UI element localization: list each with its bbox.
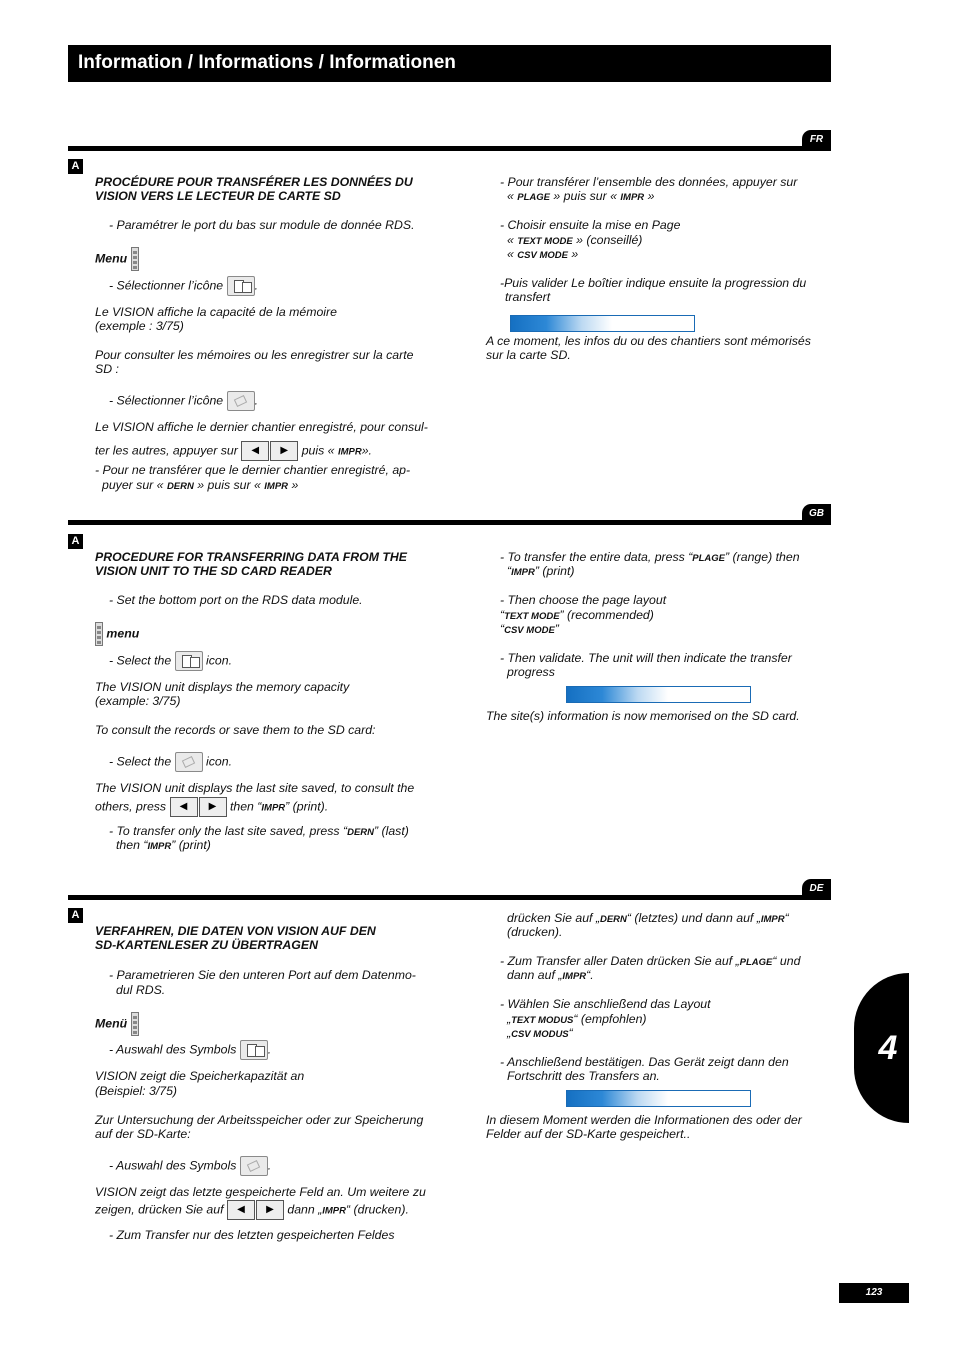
section-label-de: A xyxy=(68,908,83,923)
de-line: zeigen, drücken Sie auf ◀ ▶ dann „IMPR“ (drucken). xyxy=(95,1200,409,1220)
arrow-buttons xyxy=(170,797,227,817)
de-line: drücken Sie auf „DERN“ (letztes) und dann auf „IMPR“ xyxy=(507,911,789,925)
fr-line: - Paramétrer le port du bas sur module de donnée RDS. xyxy=(109,218,415,232)
de-line: (Beispiel: 3/75) xyxy=(95,1084,178,1098)
fr-line: A ce moment, les infos du ou des chantiers sont mémorisés xyxy=(486,334,811,348)
fr-line: sur la carte SD. xyxy=(486,348,571,362)
de-line: „CSV MODUS“ xyxy=(507,1026,573,1040)
fr-line: puyer sur « DERN » puis sur « IMPR » xyxy=(102,478,299,492)
fr-line: Le VISION affiche la capacité de la mémoire xyxy=(95,305,337,319)
menu-icon xyxy=(95,622,103,646)
progress-fill xyxy=(567,1091,668,1106)
progress-fill xyxy=(511,316,612,331)
arrow-left-icon: ◀ xyxy=(227,1200,255,1220)
de-line: dann auf „IMPR“. xyxy=(507,968,594,982)
gb-line: “CSV MODE” xyxy=(500,622,559,636)
gb-line: - To transfer only the last site saved, press “DERN” (last) xyxy=(109,824,409,838)
sd-card-icon xyxy=(227,391,255,411)
de-heading-2: SD-KARTENLESER ZU ÜBERTRAGEN xyxy=(95,938,318,952)
progress-bar xyxy=(566,1090,751,1107)
arrow-right-icon: ▶ xyxy=(256,1200,284,1220)
de-line: (drucken). xyxy=(507,925,563,939)
de-line: - Zum Transfer nur des letzten gespeicherten Feldes xyxy=(109,1228,395,1242)
fr-menu-label: Menu xyxy=(95,247,139,271)
progress-fill xyxy=(567,687,668,702)
fr-line: transfert xyxy=(505,290,551,304)
gb-line: (example: 3/75) xyxy=(95,694,181,708)
fr-line: Le VISION affiche le dernier chantier enregistré, pour consul- xyxy=(95,420,428,434)
gb-line: The VISION unit displays the last site saved, to consult the xyxy=(95,781,415,795)
fr-line: ter les autres, appuyer sur ◀ ▶ puis « IMPR». xyxy=(95,441,372,461)
de-menu-label: Menü xyxy=(95,1012,139,1036)
fr-line: - Sélectionner l’icône . xyxy=(109,391,258,411)
gb-line: The VISION unit displays the memory capacity xyxy=(95,680,350,694)
section-rule-fr xyxy=(68,146,831,151)
gb-line: progress xyxy=(507,665,555,679)
fr-line: - Sélectionner l’icône . xyxy=(109,276,258,296)
lang-badge-de: DE xyxy=(802,879,831,899)
section-label-fr: A xyxy=(68,159,83,174)
de-line: VISION zeigt das letzte gespeicherte Feld an. Um weitere zu xyxy=(95,1185,426,1199)
progress-bar xyxy=(510,315,695,332)
sd-card-icon xyxy=(240,1156,268,1176)
lang-badge-fr: FR xyxy=(802,130,831,150)
gb-heading-2: VISION UNIT TO THE SD CARD READER xyxy=(95,564,332,578)
arrow-right-icon: ▶ xyxy=(199,797,227,817)
header-bar xyxy=(68,45,831,82)
gb-menu-label: menu xyxy=(95,622,139,646)
fr-line: « CSV MODE » xyxy=(507,247,579,261)
transfer-icon xyxy=(227,276,255,296)
gb-line: - Select the icon. xyxy=(109,752,232,772)
gb-line: - Then validate. The unit will then indicate the transfer xyxy=(500,651,792,665)
page-title: Information / Informations / Informationen xyxy=(78,52,456,73)
gb-line: - Then choose the page layout xyxy=(500,593,667,607)
gb-line: The site(s) information is now memorised on the SD card. xyxy=(486,709,800,723)
fr-line: - Pour ne transférer que le dernier chantier enregistré, ap- xyxy=(95,463,411,477)
de-line: „TEXT MODUS“ (empfohlen) xyxy=(507,1012,647,1026)
gb-line: then “IMPR” (print) xyxy=(116,838,211,852)
fr-line: -Puis valider Le boîtier indique ensuite la progression du xyxy=(500,276,807,290)
sd-card-icon xyxy=(175,752,203,772)
menu-icon xyxy=(131,1012,139,1036)
transfer-icon xyxy=(175,651,203,671)
section-rule-gb xyxy=(68,520,831,525)
fr-line: - Choisir ensuite la mise en Page xyxy=(500,218,681,232)
fr-line: « TEXT MODE » (conseillé) xyxy=(507,233,643,247)
fr-line: SD : xyxy=(95,362,119,376)
section-rule-de xyxy=(68,895,831,900)
fr-line: - Pour transférer l’ensemble des données, appuyer sur xyxy=(500,175,798,189)
section-label-gb: A xyxy=(68,534,83,549)
lang-badge-gb: GB xyxy=(802,504,831,524)
de-line: - Zum Transfer aller Daten drücken Sie auf „PLAGE“ und xyxy=(500,954,801,968)
gb-line: “IMPR” (print) xyxy=(507,564,575,578)
gb-line: others, press ◀ ▶ then “IMPR” (print). xyxy=(95,797,328,817)
gb-line: “TEXT MODE” (recommended) xyxy=(500,608,654,622)
de-line: VISION zeigt die Speicherkapazität an xyxy=(95,1069,305,1083)
progress-bar xyxy=(566,686,751,703)
fr-line: Pour consulter les mémoires ou les enregistrer sur la carte xyxy=(95,348,414,362)
menu-icon xyxy=(131,247,139,271)
gb-heading-1: PROCEDURE FOR TRANSFERRING DATA FROM THE xyxy=(95,550,407,564)
de-line: auf der SD-Karte: xyxy=(95,1127,191,1141)
page-number: 123 xyxy=(839,1283,909,1303)
gb-line: - To transfer the entire data, press “PLAGE” (range) then xyxy=(500,550,800,564)
fr-line: (exemple : 3/75) xyxy=(95,319,184,333)
de-line: - Auswahl des Symbols . xyxy=(109,1156,271,1176)
de-line: Felder auf der SD-Karte gespeichert.. xyxy=(486,1127,691,1141)
chapter-tab xyxy=(854,973,909,1123)
de-line: Zur Untersuchung der Arbeitsspeicher oder zur Speicherung xyxy=(95,1113,424,1127)
arrow-buttons xyxy=(227,1200,284,1220)
de-heading-1: VERFAHREN, DIE DATEN VON VISION AUF DEN xyxy=(95,924,376,938)
gb-line: - Set the bottom port on the RDS data module. xyxy=(109,593,363,607)
de-line: - Auswahl des Symbols . xyxy=(109,1040,271,1060)
de-line: - Anschließend bestätigen. Das Gerät zeigt dann den xyxy=(500,1055,789,1069)
de-line: - Parametrieren Sie den unteren Port auf dem Datenmo- xyxy=(109,968,416,982)
fr-heading-1: PROCÉDURE POUR TRANSFÉRER LES DONNÉES DU xyxy=(95,175,413,189)
chapter-number: 4 xyxy=(878,1029,898,1067)
arrow-buttons xyxy=(241,441,298,461)
de-line: - Wählen Sie anschließend das Layout xyxy=(500,997,711,1011)
transfer-icon xyxy=(240,1040,268,1060)
gb-line: - Select the icon. xyxy=(109,651,232,671)
de-line: In diesem Moment werden die Informationen des oder der xyxy=(486,1113,802,1127)
fr-line: « PLAGE » puis sur « IMPR » xyxy=(507,189,655,203)
de-line: Fortschritt des Transfers an. xyxy=(507,1069,660,1083)
arrow-right-icon: ▶ xyxy=(270,441,298,461)
arrow-left-icon: ◀ xyxy=(170,797,198,817)
de-line: dul RDS. xyxy=(116,983,166,997)
fr-heading-2: VISION VERS LE LECTEUR DE CARTE SD xyxy=(95,189,341,203)
gb-line: To consult the records or save them to the SD card: xyxy=(95,723,376,737)
arrow-left-icon: ◀ xyxy=(241,441,269,461)
